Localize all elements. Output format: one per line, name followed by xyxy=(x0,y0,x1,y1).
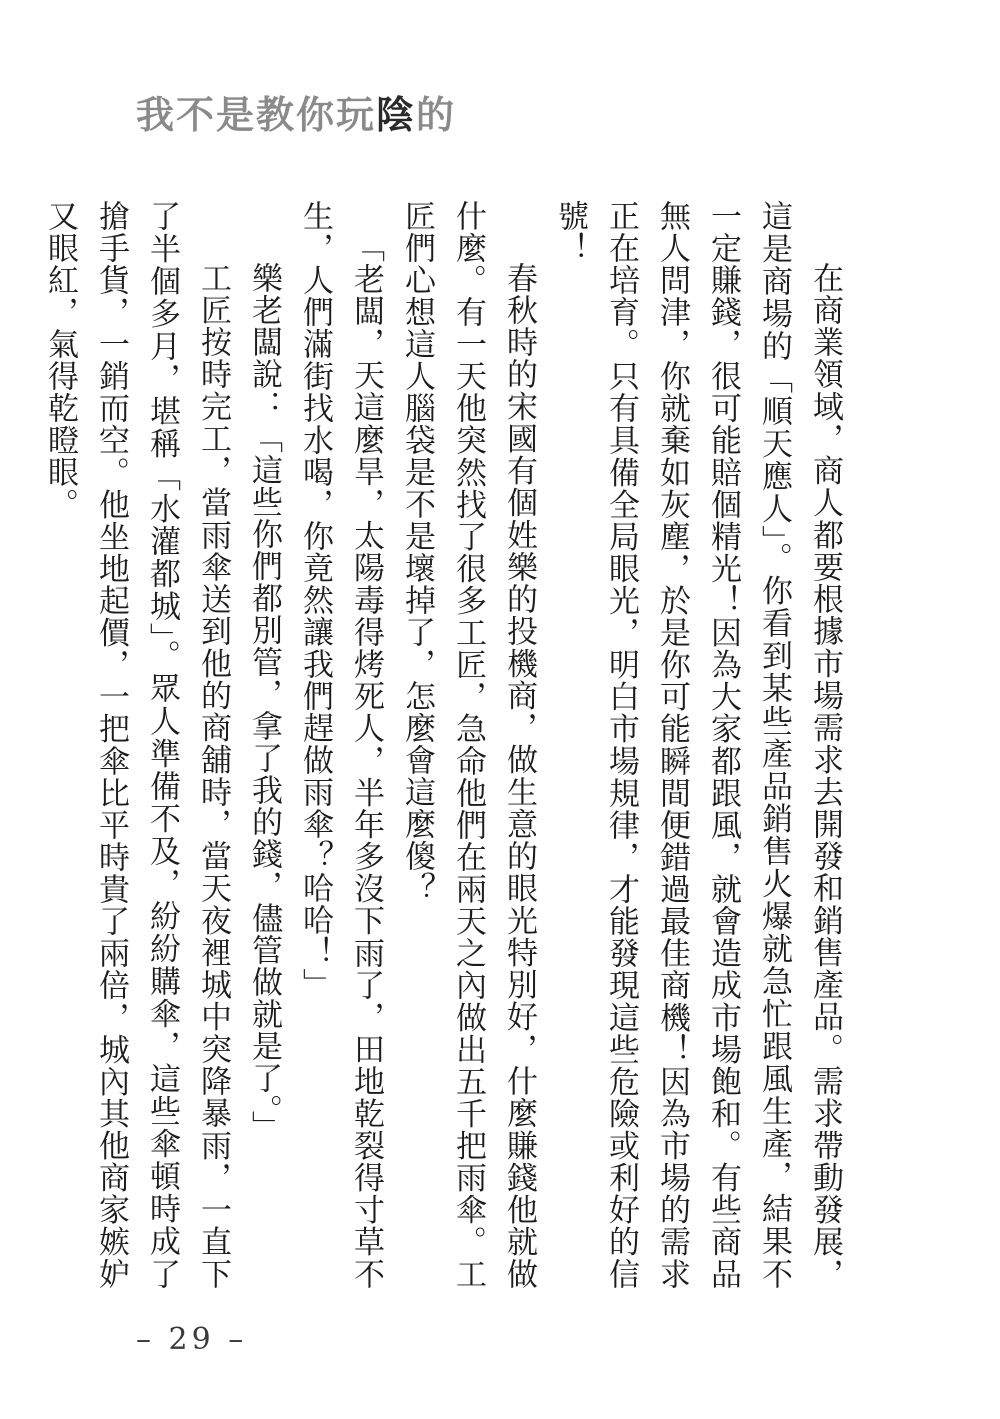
paragraph-market-demand: 在商業領域，商人都要根據市場需求去開發和銷售產品。需求帶動發展，這是商場的「順天應人」。你看到某些產品銷售火爆就急忙跟風生產，結果不一定賺錢，很可能賠個精光！因為大家都跟風，就會造成市場飽和。有些商品無人問津，你就棄如灰塵，於是你可能瞬間便錯過最佳商機！因為市場的需求正在培育。只有具備全局眼光，明白市場規律，才能發現這些危險或利好的信號！ xyxy=(552,200,843,1290)
page-header-title xyxy=(136,92,456,138)
vertical-body-text xyxy=(34,200,850,1290)
page-number: – 29 – xyxy=(136,1322,248,1357)
paragraph-rainstorm: 工匠按時完工，當雨傘送到他的商舖時，當天夜裡城中突降暴雨，一直下了半個多月，堪稱「水灌都城」。眾人準備不及，紛紛購傘，這些傘頓時成了搶手貨，一銷而空。他坐地起價，一把傘比平時貴了兩倍，城內其他商家嫉妒又眼紅，氣得乾瞪眼。 xyxy=(42,200,231,1290)
header-title-start: 我不是教你玩 xyxy=(136,92,377,137)
header-title-end: 的 xyxy=(416,92,457,137)
paragraph-workers-quote: 「老闆，天這麼旱，太陽毒得烤死人，半年多沒下雨了，田地乾裂得寸草不生，人們滿街找水喝，你竟然讓我們趕做雨傘？哈哈！」 xyxy=(297,200,384,1290)
paragraph-boss-reply: 樂老闆說：「這些你們都別管，拿了我的錢，儘管做就是了。」 xyxy=(246,262,282,1143)
paragraph-song-merchant: 春秋時的宋國有個姓樂的投機商，做生意的眼光特別好，什麼賺錢他就做什麼。有一天他突然找了很多工匠，急命他們在兩天之內做出五千把雨傘。工匠們心想這人腦袋是不是壞掉了，怎麼會這麼傻？ xyxy=(399,200,537,1290)
header-title-emphasis: 陰 xyxy=(376,92,417,137)
